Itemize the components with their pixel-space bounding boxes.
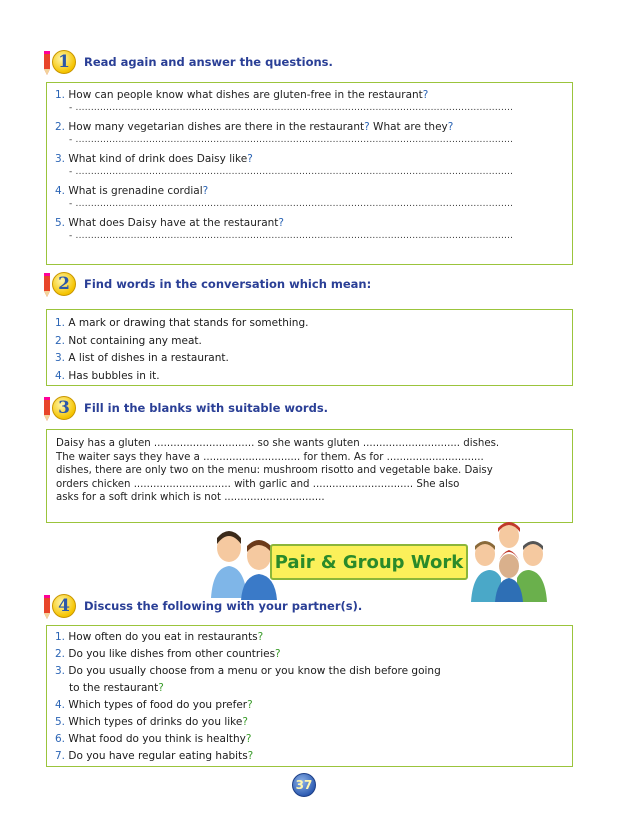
list-item: 4. Which types of food do you prefer? <box>55 699 253 711</box>
pencil-number-icon <box>40 270 78 298</box>
fill-blanks-box <box>46 429 573 523</box>
list-item: 1. How can people know what dishes are gluten-free in the restaurant? - ............................................................................................................................................... <box>55 89 564 114</box>
answer-line[interactable]: - ............................................................................................................................................... <box>69 199 514 209</box>
list-item: 1. How often do you eat in restaurants? <box>55 631 264 643</box>
section-3-header <box>40 394 328 422</box>
list-item: 2. Do you like dishes from other countries? <box>55 648 281 660</box>
discussion-list <box>47 626 572 767</box>
answer-line[interactable]: - ............................................................................................................................................... <box>69 231 514 241</box>
list-item: 2. Not containing any meat. <box>55 334 202 347</box>
list-item: 4. What is grenadine cordial? - ............................................................................................................................................... <box>55 185 564 210</box>
section-2-header <box>40 270 371 298</box>
pencil-number-icon <box>40 394 78 422</box>
answer-line[interactable]: - ............................................................................................................................................... <box>69 135 514 145</box>
paragraph-line: asks for a soft drink which is not ............................... <box>56 492 325 503</box>
list-item: 4. Has bubbles in it. <box>55 369 160 382</box>
section-title: Discuss the following with your partner(s). <box>84 599 363 613</box>
definition-list <box>47 310 572 390</box>
pair-group-work-banner <box>205 520 550 600</box>
list-item: 3. A list of dishes in a restaurant. <box>55 352 229 364</box>
answer-line[interactable]: - ............................................................................................................................................... <box>69 167 514 177</box>
fill-paragraph[interactable] <box>47 430 572 512</box>
pencil-number-icon <box>40 48 78 76</box>
list-item: 3. Do you usually choose from a menu or you know the dish before going <box>55 665 441 677</box>
list-item: 7. Do you have regular eating habits? <box>55 750 254 762</box>
list-item: 3. What kind of drink does Daisy like? - ............................................................................................................................................... <box>55 153 564 178</box>
discussion-box <box>46 625 573 767</box>
section-4-header <box>40 592 362 620</box>
section-number: 4 <box>52 594 76 618</box>
section-1-header <box>40 48 333 76</box>
paragraph-line: dishes, there are only two on the menu: mushroom risotto and vegetable bake. Daisy <box>56 465 493 476</box>
section-title: Find words in the conversation which mean: <box>84 277 372 291</box>
list-item: 1. A mark or drawing that stands for something. <box>55 317 309 329</box>
section-number: 3 <box>52 396 76 420</box>
section-title: Read again and answer the questions. <box>84 55 333 69</box>
section-title: Fill in the blanks with suitable words. <box>84 401 329 415</box>
definitions-box <box>46 309 573 386</box>
group-students-icon <box>467 520 551 602</box>
paragraph-line: Daisy has a gluten ............................... so she wants gluten .............................. dishes. <box>56 438 500 449</box>
answer-line[interactable]: - ............................................................................................................................................... <box>69 103 514 113</box>
questions-box <box>46 82 573 265</box>
paragraph-line: orders chicken .............................. with garlic and ............................... She also <box>56 478 460 490</box>
list-item: to the restaurant? <box>69 682 164 694</box>
list-item: 6. What food do you think is healthy? <box>55 733 252 745</box>
list-item: 5. Which types of drinks do you like? <box>55 716 248 728</box>
banner-label: Pair & Group Work <box>270 544 468 580</box>
section-number: 1 <box>52 50 76 74</box>
page-number: 37 <box>292 773 316 797</box>
pencil-number-icon <box>40 592 78 620</box>
section-number: 2 <box>52 272 76 296</box>
list-item: 2. How many vegetarian dishes are there in the restaurant? What are they? - ............................................................................................................................................... <box>55 121 564 146</box>
list-item: 5. What does Daisy have at the restaurant? - ............................................................................................................................................... <box>55 217 564 242</box>
question-list <box>47 83 572 253</box>
paragraph-line: The waiter says they have a .............................. for them. As for .............................. <box>56 451 484 463</box>
